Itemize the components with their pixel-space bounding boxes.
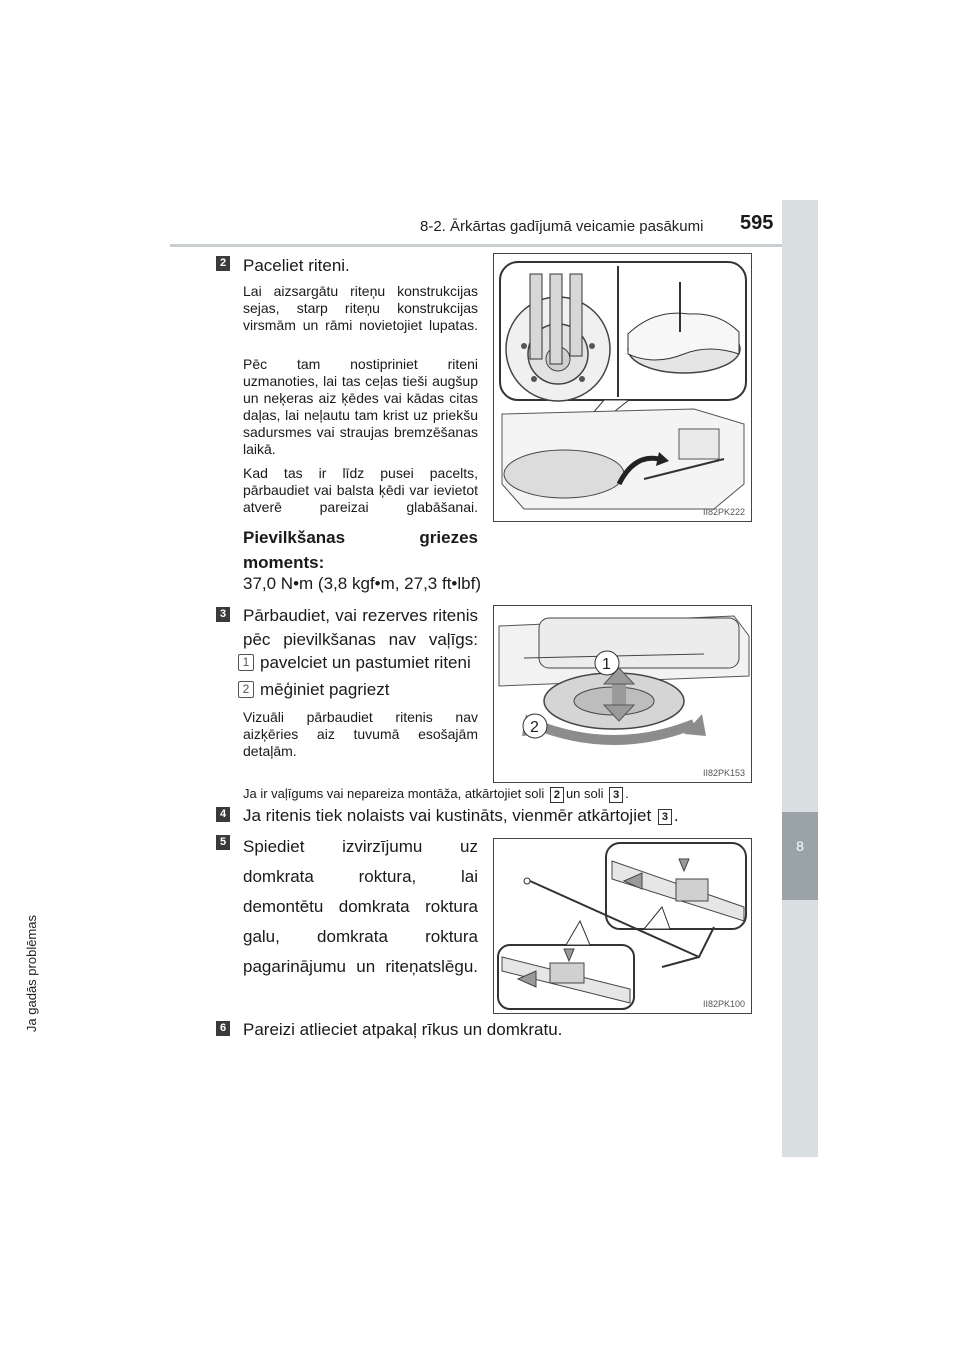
sub-step-2-marker: 2: [238, 681, 254, 698]
chapter-label: Ja gadās problēmas: [24, 915, 39, 1033]
spare-tire-raise-illustration: [494, 254, 751, 521]
step-3-note: Vizuāli pārbaudiet ritenis nav aizķēries aiz tuvumā esošajām detaļām.: [243, 709, 478, 759]
retry-text-b: un soli: [565, 786, 604, 801]
figure-spare-tire-check: [493, 605, 752, 783]
retry-note: [243, 785, 763, 803]
step-4-text: Ja ritenis tiek nolaists vai kustināts, vienmēr atkārtojiet: [243, 806, 652, 825]
sub-step-1-marker: 1: [238, 654, 254, 671]
step-4-ref: 3: [658, 809, 672, 825]
step-2-title: Paceliet riteni.: [243, 256, 350, 275]
retry-ref-step-2: 2: [550, 787, 564, 803]
step-6-text: Pareizi atlieciet atpakaļ rīkus un domkratu.: [243, 1020, 563, 1039]
sub-step-1-text: pavelciet un pastumiet riteni: [260, 653, 471, 672]
retry-end: .: [625, 786, 629, 801]
step-2-para-1: Lai aizsargātu riteņu konstrukcijas sejas, starp riteņu konstrukcijas virsmām un rāmi novietojiet lupatas.: [243, 283, 478, 333]
torque-label: Pievilkšanas griezes moments:: [243, 528, 478, 572]
figure-label-2: 2: [530, 719, 539, 736]
sub-step-2-text: mēģiniet pagriezt: [260, 680, 390, 699]
step-4-marker: 4: [216, 807, 230, 822]
chapter-sidebar: [782, 200, 818, 1157]
chapter-tab: [782, 812, 818, 900]
page-number: 595: [740, 212, 774, 234]
figure-code: II82PK222: [702, 507, 745, 517]
step-2-para-3: Kad tas ir līdz pusei pacelts, pārbaudiet vai balsta ķēdi var ievietot atverē pareizai glabāšanai.: [243, 465, 478, 515]
figure-spare-tire-raise: [493, 253, 752, 522]
chapter-number: 8: [796, 838, 804, 854]
step-5-marker: 5: [216, 835, 230, 850]
step-2-marker: 2: [216, 256, 230, 271]
step-4-text-line: [243, 804, 773, 828]
jack-handle-illustration: [494, 839, 751, 1013]
retry-text-a: Ja ir vaļīgums vai nepareiza montāža, atkārtojiet soli: [243, 786, 545, 801]
section-title: 8-2. Ārkārtas gadījumā veicamie pasākumi: [420, 218, 704, 235]
step-3-marker: 3: [216, 607, 230, 622]
figure-jack-handle: [493, 838, 752, 1014]
spare-tire-check-illustration: [494, 606, 751, 782]
step-6-marker: 6: [216, 1021, 230, 1036]
figure-code: II82PK153: [702, 768, 745, 778]
step-3-title: Pārbaudiet, vai rezerves ritenis pēc pievilkšanas nav vaļīgs:: [243, 606, 478, 649]
figure-label-1: 1: [602, 656, 611, 673]
retry-ref-step-3: 3: [609, 787, 623, 803]
step-2-para-2: Pēc tam nostipriniet riteni uzmanoties, lai tas ceļas tieši augšup un neķeras aiz ķēdes vai kādas citas daļas, lai neļautu tam krist uz priekšu sadursmes vai straujas bremzēšanas laikā.: [243, 356, 478, 457]
figure-code: II82PK100: [702, 999, 745, 1009]
torque-value: 37,0 N•m (3,8 kgf•m, 27,3 ft•lbf): [243, 574, 481, 593]
header-rule: [170, 244, 818, 247]
step-4-end: .: [673, 806, 679, 825]
step-5-text: Spiediet izvirzījumu uz domkrata roktura, lai demontētu domkrata roktura galu, domkrata roktura pagarinājumu un riteņatslēgu.: [243, 837, 478, 976]
